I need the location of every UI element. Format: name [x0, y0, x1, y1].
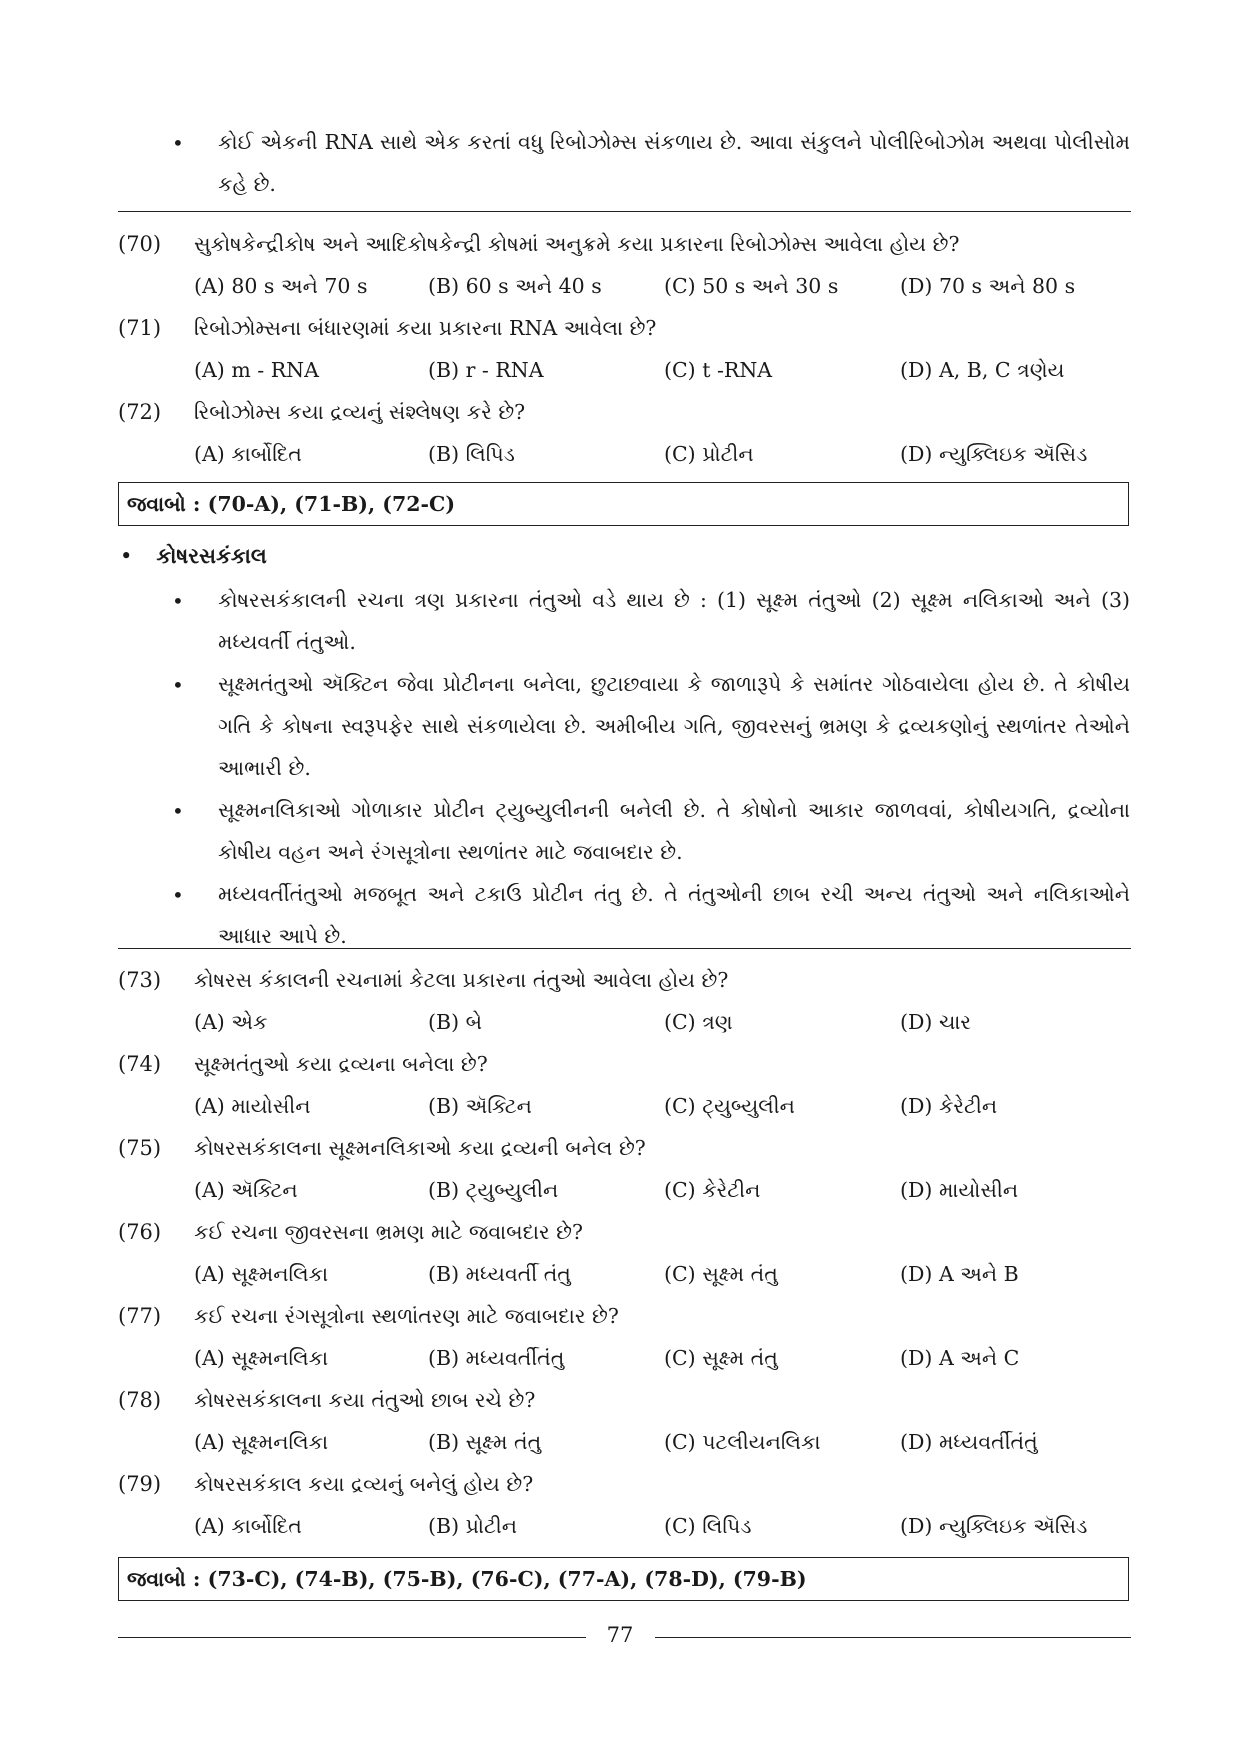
bullet-dot: •: [172, 589, 184, 613]
option-c: (C) ત્રણ: [664, 1010, 733, 1034]
option-d: (D) કેરેટીન: [900, 1094, 998, 1118]
option-a: (A) 80 s અને 70 s: [194, 274, 368, 298]
option-d: (D) A અને C: [900, 1346, 1020, 1370]
answer-key: જવાબો : (73-C), (74-B), (75-B), (76-C), (77-A), (78-D), (79-B): [127, 1567, 807, 1591]
option-c: (C) t -RNA: [664, 358, 773, 382]
section-title: કોષરસકંકાલ: [156, 543, 267, 568]
bullet-text: સૂક્ષ્મનલિકાઓ ગોળાકાર પ્રોટીન ટ્યુબ્યુલીનની બનેલી છે. તે કોષોનો આકાર જાળવવાં, કોષીયગતિ, દ્રવ્યોના કોષીય વહન અને રંગસૂત્રોના સ્થળાંતર માટે જવાબદાર છે.: [218, 798, 1130, 864]
question-text: કોષરસકંકાલના કયા તંતુઓ છાબ રચે છે?: [194, 1388, 536, 1412]
question-text: સુકોષકેન્દ્રીકોષ અને આદિકોષકેન્દ્રી કોષમાં અનુક્રમે કયા પ્રકારના રિબોઝોમ્સ આવેલા હોય છે?: [194, 232, 960, 256]
option-d: (D) 70 s અને 80 s: [900, 274, 1076, 298]
option-d: (D) માયોસીન: [900, 1178, 1019, 1202]
section-heading: [120, 543, 267, 569]
question-text: કોષરસ કંકાલની રચનામાં કેટલા પ્રકારના તંતુઓ આવેલા હોય છે?: [194, 968, 729, 992]
option-d: (D) મધ્યવર્તીતંતું: [900, 1430, 1038, 1454]
divider-top: [118, 211, 1131, 212]
option-b: (B) ટ્યુબ્યુલીન: [428, 1178, 559, 1202]
option-a: (A) સૂક્ષ્મનલિકા: [194, 1346, 329, 1370]
question-number: (76): [118, 1220, 162, 1244]
bullet-dot: •: [172, 131, 184, 155]
option-c: (C) ટ્યુબ્યુલીન: [664, 1094, 795, 1118]
option-b: (B) બે: [428, 1010, 483, 1034]
option-c: (C) પટલીયનલિકા: [664, 1430, 821, 1454]
divider-middle: [118, 948, 1131, 949]
option-b: (B) મધ્યવર્તી તંતુ: [428, 1262, 571, 1286]
option-c: (C) સૂક્ષ્મ તંતુ: [664, 1262, 778, 1286]
option-a: (A) સૂક્ષ્મનલિકા: [194, 1430, 329, 1454]
question-number: (79): [118, 1472, 162, 1496]
option-d: (D) A અને B: [900, 1262, 1019, 1286]
question-number: (70): [118, 232, 162, 256]
question-number: (75): [118, 1136, 162, 1160]
question-text: કઈ રચના રંગસૂત્રોના સ્થળાંતરણ માટે જવાબદાર છે?: [194, 1304, 619, 1328]
option-a: (A) એક: [194, 1010, 268, 1034]
option-a: (A) m - RNA: [194, 358, 319, 382]
question-number: (73): [118, 968, 162, 992]
option-b: (B) r - RNA: [428, 358, 544, 382]
option-a: (A) ઍક્ટિન: [194, 1178, 298, 1202]
bullet-text: સૂક્ષ્મતંતુઓ ઍક્ટિન જેવા પ્રોટીનના બનેલા, છુટાછવાયા કે જાળારૂપે કે સમાંતર ગોઠવાયેલા હોય છે. તે કોષીય ગતિ કે કોષના સ્વરૂપફેર સાથે સંકળાયેલા છે. અમીબીય ગતિ, જીવરસનું ભ્રમણ કે દ્રવ્યકણોનું સ્થળાંતર તેઓને આભારી છે.: [218, 672, 1130, 780]
option-d: (D) ન્યુક્લિઇક ઍસિડ: [900, 442, 1088, 466]
question-number: (72): [118, 400, 162, 424]
answer-key: જવાબો : (70-A), (71-B), (72-C): [127, 492, 456, 516]
option-c: (C) લિપિડ: [664, 1514, 752, 1538]
page-number: 77: [606, 1623, 634, 1647]
bullet-dot: •: [120, 544, 133, 568]
option-c: (C) પ્રોટીન: [664, 442, 754, 466]
option-d: (D) ન્યુક્લિઇક ઍસિડ: [900, 1514, 1088, 1538]
bullet-dot: •: [172, 799, 184, 823]
option-b: (B) સૂક્ષ્મ તંતુ: [428, 1430, 542, 1454]
answer-box-2: [118, 1557, 1129, 1601]
question-number: (71): [118, 316, 162, 340]
question-text: કોષરસકંકાલ કયા દ્રવ્યનું બનેલું હોય છે?: [194, 1472, 534, 1496]
option-b: (B) 60 s અને 40 s: [428, 274, 602, 298]
option-d: (D) ચાર: [900, 1010, 971, 1034]
bullet-text: મધ્યવર્તીતંતુઓ મજબૂત અને ટકાઉ પ્રોટીન તંતુ છે. તે તંતુઓની છાબ રચી અન્ય તંતુઓ અને નલિકાઓને આધાર આપે છે.: [218, 882, 1130, 948]
question-text: કઈ રચના જીવરસના ભ્રમણ માટે જવાબદાર છે?: [194, 1220, 584, 1244]
question-text: સૂક્ષ્મતંતુઓ કયા દ્રવ્યના બનેલા છે?: [194, 1052, 488, 1076]
question-number: (74): [118, 1052, 162, 1076]
option-a: (A) સૂક્ષ્મનલિકા: [194, 1262, 329, 1286]
bullet-text: કોષરસકંકાલની રચના ત્રણ પ્રકારના તંતુઓ વડે થાય છે : (1) સૂક્ષ્મ તંતુઓ (2) સૂક્ષ્મ નલિકાઓ અને (3) મધ્યવર્તી તંતુઓ.: [218, 588, 1130, 654]
footer-line-right: [655, 1637, 1131, 1638]
option-a: (A) કાર્બોદિત: [194, 1514, 302, 1538]
question-number: (77): [118, 1304, 162, 1328]
option-c: (C) 50 s અને 30 s: [664, 274, 839, 298]
footer-line-left: [118, 1637, 586, 1638]
question-number: (78): [118, 1388, 162, 1412]
option-d: (D) A, B, C ત્રણેય: [900, 358, 1065, 382]
option-b: (B) લિપિડ: [428, 442, 515, 466]
option-a: (A) કાર્બોદિત: [194, 442, 302, 466]
option-a: (A) માયોસીન: [194, 1094, 311, 1118]
answer-box-1: [118, 482, 1129, 526]
bullet-dot: •: [172, 673, 184, 697]
intro-bullet-text: કોઈ એકની RNA સાથે એક કરતાં વધુ રિબોઝોમ્સ સંકળાય છે. આવા સંકુલને પોલીરિબોઝોમ અથવા પોલીસોમ કહે છે.: [218, 130, 1130, 196]
question-text: રિબોઝોમ્સના બંધારણમાં કયા પ્રકારના RNA આવેલા છે?: [194, 316, 657, 340]
question-text: રિબોઝોમ્સ કયા દ્રવ્યનું સંશ્લેષણ કરે છે?: [194, 400, 526, 424]
bullet-dot: •: [172, 883, 184, 907]
question-text: કોષરસકંકાલના સૂક્ષ્મનલિકાઓ કયા દ્રવ્યની બનેલ છે?: [194, 1136, 646, 1160]
option-b: (B) પ્રોટીન: [428, 1514, 518, 1538]
option-b: (B) મધ્યવર્તીતંતુ: [428, 1346, 565, 1370]
option-c: (C) કેરેટીન: [664, 1178, 761, 1202]
option-c: (C) સૂક્ષ્મ તંતુ: [664, 1346, 778, 1370]
option-b: (B) ઍક્ટિન: [428, 1094, 532, 1118]
